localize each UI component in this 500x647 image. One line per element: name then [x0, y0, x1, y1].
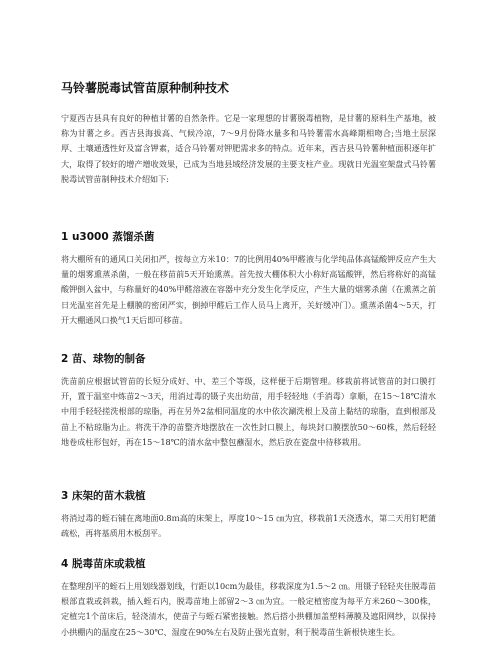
- section-heading-2: 2 苗、球物的制备: [61, 353, 146, 365]
- section-body-4: 在整理刮平的蛭石上用划线器划线，行距以10cm为最佳，移栽深度为1.5～2 ㎝。用镊子轻轻夹住脱毒苗根部直栽或斜栽，插入蛭石内，脱毒苗地上部留2～3 ㎝为宜。一般定植密度为每平方米260～300株，定植完1个苗床后，轻浇清水，使苗子与蛭石紧密接触。然后搭小拱棚加盖塑料薄膜及遮阳网纱，以保持小拱棚内的温度在25～30℃、湿度在90%左右及防止强光直射，利于脱毒苗生新根快速生长。: [61, 581, 436, 637]
- section-heading-1: 1 u3000 蒸馏杀菌: [61, 231, 155, 243]
- section-heading-4: 4 脱毒苗床或栽植: [61, 558, 146, 570]
- section-body-1: 将大棚所有的通风口关闭扣严，按每立方米10：7的比例用40%甲醛液与化学纯品体高锰酸钾反应产生大量的烟雾熏蒸杀菌，一般在移苗前5天开始熏蒸。首先按大棚体积大小称好高锰酸钾，然后将称好的高锰酸钾倒入盆中，与称量好的40%甲醛溶液在容器中充分发生化学反应，产生大量的烟雾杀菌（在熏蒸之前日光温室首先是上棚膜的密闭严实，倒掉甲醛后工作人员马上离开，关好缓冲门）。熏蒸杀菌4～5天，打开大棚通风口换气1天后即可移苗。: [61, 254, 436, 325]
- intro-paragraph: 宁夏西吉县具有良好的种植甘薯的自然条件。它是一家理想的甘薯脱毒植物，是甘薯的原料生产基地，被称为甘薯之乡。西吉县海拔高、气候冷凉，7～9月份降水量多和马铃薯需水高峰期相吻合;当地土层深厚、土壤通透性好及富含钾素，适合马铃薯对钾肥需求多的特点。近年来，西吉县马铃薯种植面积逐年扩大，取得了较好的增产增收效果，已成为当地县域经济发展的主要支柱产业。现就日光温室架盘式马铃薯脱毒试管苗制种技术介绍如下:: [61, 113, 436, 184]
- document-title: 马铃薯脱毒试管苗原种制种技术: [61, 81, 230, 95]
- section-heading-3: 3 床架的苗木栽植: [61, 490, 146, 502]
- section-body-3: 将消过毒的蛭石铺在离地面0.8ｍ高的床架上，厚度10～15 ㎝为宜，移栽前1天浇透水，第二天用钉耙蒲疏松，再将基质用木板刮平。: [61, 513, 436, 539]
- section-body-2: 洗苗前应根据试管苗的长短分成好、中、差三个等级，这样便于后期管理。移栽前将试管苗的封口膜打开，置于温室中炼苗2～3天，用消过毒的镊子夹出幼苗，用手轻轻地（手消毒）拿顺，在15～18℃清水中用手轻轻搓洗根部的琼脂，再在另外2盆相同温度的水中依次涮洗根上及苗上黏结的琼脂，直到根部及苗上不粘琼脂为止。将洗干净的苗整齐地摆放在一次性封口膜上，每块封口膜摆放50～60株，然后轻轻地卷成柱形包好，再在15～18℃的清水盆中整包蘸湿水，然后放在瓷盘中待移栽用。: [61, 376, 436, 447]
